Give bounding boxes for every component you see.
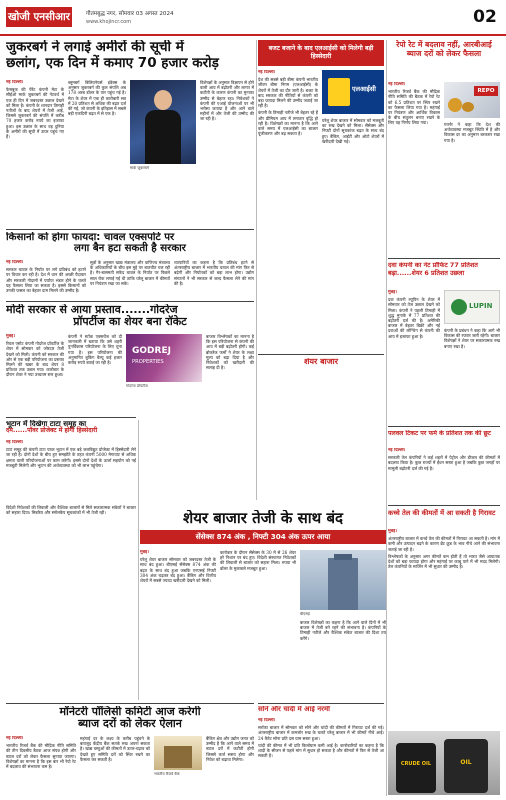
monetary-paragraph-1: भारतीय रिजर्व बैंक की मौद्रिक नीति समिति की तीन दिवसीय बैठक आज संपन्न होगी और ब्याज दरों को लेकर फैसला सुनाया जाएगा। विशेषज्ञों का मानना है कि इस बार भी रेपो रेट में बदलाव की संभावना कम है। bbox=[6, 743, 76, 770]
lead-paragraph-3: विशेषज्ञों के अनुसार विज्ञापन से होने वाली आय में बढ़ोतरी और लागत में कटौती के कारण कंपनी का मुनाफा उम्मीद से बेहतर रहा। निवेशकों ने कंपनी की एआई योजनाओं पर भी भरोसा जताया है और आने वाले महीनों में और तेजी की उम्मीद की जा रही है। bbox=[200, 80, 254, 122]
rice-paragraph-2: सूत्रों के अनुसार खाद्य मंत्रालय और वाणिज्य मंत्रालय के अधिकारियों के बीच इस मुद्दे पर बातचीत चल रही है। गैर-बासमती सफेद चावल के निर्यात पर पिछले साल रोक लगाई गई थी ताकि घरेलू बाजार में कीमतों पर नियंत्रण रखा जा सके। bbox=[90, 260, 170, 286]
godrej-logo-sub: PROPERTIES bbox=[132, 359, 164, 365]
lic-article bbox=[258, 40, 384, 350]
godrej-photo bbox=[126, 334, 202, 382]
crude-paragraph-1: अंतरराष्ट्रीय बाजार में कच्चे तेल की कीमतों में गिरावट आ सकती है। मांग में कमी और उत्पादन बढ़ने के कारण ब्रेंट क्रूड के भाव नीचे आने की संभावना जताई जा रही है। bbox=[388, 536, 500, 552]
rice-paragraph-1: सरकार चावल के निर्यात पर लगे प्रतिबंध को हटाने पर विचार कर रही है। देश में धान की अच्छी पैदावार और सरकारी गोदामों में पर्याप्त भंडार होने के चलते यह फैसला लिया जा सकता है। इससे किसानों को उनकी फसल का बेहतर दाम मिलने की उम्मीद है। bbox=[6, 267, 86, 294]
lic-paragraph-1: देश की सबसे बड़ी बीमा कंपनी भारतीय जीवन बीमा निगम (एलआईसी) के शेयरों में तेजी का दौर जारी है। बजट के बाद सरकार की नीतियों से कंपनी को बड़ा फायदा मिलने की उम्मीद जताई जा रही है। bbox=[258, 77, 318, 109]
bhootan-headline-line1: भूटान में दिखेगा टाटा समूह का bbox=[6, 420, 87, 428]
bhootan-headline-line2: दम......पॉवर प्रोजेक्ट में होगी हिस्सेदारी bbox=[6, 427, 98, 435]
fuel-paragraph-1: सरकारी तेल कंपनियों ने कई शहरों में पेट्रोल और डीजल की कीमतों में बदलाव किया है। कुछ राज्यों में ईंधन सस्ता हुआ है जबकि कुछ जगहों पर मामूली बढ़ोतरी दर्ज की गई है। bbox=[388, 455, 500, 471]
lead-photo bbox=[130, 80, 196, 164]
gold-paragraph-1: सर्राफा बाजार में सोमवार को सोने और चांदी की कीमतों में गिरावट दर्ज की गई। अंतरराष्ट्रीय बाजार में कमजोर रुख के चलते घरेलू बाजार में भी कीमतें नीचे आईं। 24 कैरेट सोना प्रति दस ग्राम सस्ता हुआ। bbox=[258, 725, 384, 741]
lupin-article bbox=[388, 262, 500, 422]
rice-headline-line2: लगा बैन हटा सकती है सरकार bbox=[74, 243, 186, 255]
lead-photo-caption: मार्क जुकरबर्ग bbox=[130, 166, 149, 170]
masthead-site: www.khojincr.com bbox=[86, 19, 132, 25]
market-headline: शेयर बाजार तेजी के साथ बंद bbox=[183, 510, 343, 527]
rice-byline: नई दिल्ली। bbox=[6, 260, 24, 265]
crude-headline: कच्चे तेल की कीमतों में आ सकती है गिरावट bbox=[388, 509, 496, 517]
crude-byline: मुंबई। bbox=[388, 529, 397, 534]
repo-headline: रेपो रेट में बदलाव नहीं, आरबीआई ब्याज दरों को लेकर फैसला bbox=[396, 40, 492, 59]
monetary-article bbox=[6, 706, 254, 796]
stock-column bbox=[258, 358, 384, 506]
bhootan-paragraph-2: विदेशी निवेशकों की लिवाली और वैश्विक बाजारों से मिले सकारात्मक संकेतों ने बाजार को सहारा दिया। मिडकैप और स्मॉलकैप सूचकांकों में भी तेजी रही। bbox=[6, 505, 136, 516]
fuel-headline: पलवल टिकट पर फर्म के प्रतिशत तक की छूट bbox=[388, 430, 491, 437]
gold-headline: सोने और चांदी में आई नरमी bbox=[258, 706, 330, 713]
lead-article bbox=[6, 40, 254, 226]
gold-article bbox=[258, 706, 384, 796]
lupin-headline: दवा कंपनी का नेट प्रॉफिट 77 प्रतिशत बढ़ा......शेयर 6 प्रतिशत उछला bbox=[388, 262, 478, 277]
oil-barrel-icon: CRUDE OIL bbox=[396, 743, 436, 793]
gold-paragraph-2: चांदी की कीमत में भी प्रति किलोग्राम कमी आई है। कारोबारियों का कहना है कि शादी के सीजन से पहले मांग में सुधार हो सकता है और कीमतों में फिर से तेजी आ सकती है। bbox=[258, 742, 384, 759]
market-byline: मुंबई। bbox=[140, 550, 149, 555]
stock-column-paragraph bbox=[258, 372, 384, 506]
market-paragraph-2: कारोबार के दौरान सेंसेक्स के 30 में से 26 शेयर हरे निशान पर बंद हुए। विदेशी संस्थागत निवेशकों की लिवाली से बाजार को सहारा मिला। रुपया भी डॉलर के मुकाबले मजबूत हुआ। bbox=[220, 550, 296, 571]
repo-paragraph-2: गवर्नर ने कहा कि देश की अर्थव्यवस्था मजबूत स्थिति में है और विकास दर का अनुमान बरकरार रखा गया है। bbox=[444, 122, 500, 143]
monetary-paragraph-3: बैंकिंग क्षेत्र और उद्योग जगत को उम्मीद है कि आने वाले समय में ब्याज दरों में कटौती होगी जिससे कर्ज सस्ता होगा और निवेश को बढ़ावा मिलेगा। bbox=[206, 736, 254, 762]
godrej-headline-line1: मोदी सरकार से आया प्रस्ताव.......गोदरेज bbox=[6, 304, 178, 316]
godrej-paragraph-1: रियल एस्टेट कंपनी गोदरेज प्रॉपर्टीज के शेयर में सोमवार को जोरदार तेजी देखने को मिली। कंपनी को सरकार की ओर से एक बड़ी परियोजना का प्रस्ताव मिलने की खबर के बाद शेयर 8 प्रतिशत तक उछल गया। कारोबार के दौरान शेयर ने नया उच्चतम स्तर छुआ। bbox=[6, 341, 64, 378]
market-article bbox=[140, 510, 386, 700]
godrej-logo-text: GODREJ bbox=[132, 346, 171, 356]
market-paragraph-1: घरेलू शेयर बाजार सोमवार को जबरदस्त तेजी के साथ बंद हुआ। बीएसई सेंसेक्स 874 अंक की बढ़त के साथ बंद हुआ जबकि एनएसई निफ्टी 304 अंक चढ़कर बंद हुआ। बैंकिंग और वित्तीय शेयरों में सबसे ज्यादा खरीदारी देखने को मिली। bbox=[140, 557, 216, 584]
lic-byline: नई दिल्ली। bbox=[258, 70, 276, 75]
lead-paragraph-2: ब्लूमबर्ग बिलियनेयर्स इंडेक्स के अनुसार जुकरबर्ग की कुल संपत्ति अब 178 अरब डॉलर के पार पहुंच गई है। मेटा के शेयर में एक ही कारोबारी सत्र में 20 प्रतिशत से अधिक की बढ़त दर्ज की गई, जो कंपनी के इतिहास में सबसे बड़ी एकदिनी बढ़त में से एक है। bbox=[68, 80, 126, 117]
market-photo-caption: बीएसई bbox=[300, 612, 310, 616]
repo-badge: REPO bbox=[474, 86, 498, 96]
masthead-date: गौतमबुद्ध नगर, सोमवार 03 अगस्त 2024 bbox=[86, 11, 174, 17]
lupin-paragraph-1: दवा कंपनी ल्यूपिन के शेयर में सोमवार को तेज उछाल देखने को मिला। कंपनी ने पहली तिमाही में शुद्ध मुनाफे में 77 प्रतिशत की बढ़ोतरी दर्ज की है। अमेरिकी बाजार में बेहतर बिक्री और नई दवाओं की लॉन्चिंग से कंपनी की आय में इजाफा हुआ है। bbox=[388, 297, 440, 339]
rbi-building-icon bbox=[164, 746, 192, 768]
lead-headline-line2: छलांग, एक दिन में कमाए 70 हजार करोड़ bbox=[6, 55, 219, 72]
bhootan-article bbox=[6, 420, 136, 500]
monetary-headline-line1: मॉनेटरी पॉलिसी कमिटी आज करेगी bbox=[59, 706, 201, 718]
lic-logo-text: एलआईसी bbox=[352, 85, 376, 93]
godrej-paragraph-2: कंपनी ने स्टॉक एक्सचेंज को दी जानकारी में बताया कि उसे शहरी पुनर्विकास परियोजना के लिए चुना गया है। इस परियोजना की अनुमानित बुकिंग वैल्यू कई हजार करोड़ रुपये बताई जा रही है। bbox=[68, 334, 122, 366]
lead-paragraph-1: फेसबुक की पेरेंट कंपनी मेटा के सीईओ मार्क जुकरबर्ग की नेटवर्थ में एक ही दिन में जबरदस्त उछाल देखने को मिला है। कंपनी के शानदार तिमाही नतीजों के बाद शेयरों में तेजी आई, जिससे जुकरबर्ग की संपत्ति में करीब 70 हजार करोड़ रुपये का इजाफा हुआ। इस उछाल के साथ वह दुनिया के अमीरों की सूची में ऊपर पहुंच गए हैं। bbox=[6, 87, 64, 140]
market-subhead: सेंसेक्स 874 अंक , निफ्टी 304 अंक ऊपर आया bbox=[140, 530, 386, 544]
rice-article bbox=[6, 232, 254, 298]
rice-paragraph-3: व्यापारियों का कहना है कि प्रतिबंध हटने से अंतरराष्ट्रीय बाजार में भारतीय चावल की मांग फिर से बढ़ेगी और निर्यातकों को बड़ा लाभ होगा। उद्योग संगठनों ने भी सरकार से जल्द फैसला लेने की मांग की है। bbox=[174, 260, 254, 286]
repo-byline: नई दिल्ली। bbox=[388, 82, 406, 87]
lic-headline: बजट बजाने के बाद एलआईसी को मिलेगी बड़ी हिस्सेदारी bbox=[258, 40, 384, 66]
page-number: 02 bbox=[473, 7, 497, 27]
fuel-byline: नई दिल्ली। bbox=[388, 448, 406, 453]
repo-paragraph-1: भारतीय रिजर्व बैंक की मौद्रिक नीति समिति की बैठक में रेपो रेट को 6.5 प्रतिशत पर स्थिर रखने का फैसला लिया गया है। महंगाई पर नियंत्रण और आर्थिक विकास के बीच संतुलन बनाए रखने के लिए यह निर्णय लिया गया। bbox=[388, 89, 440, 126]
monetary-paragraph-2: महंगाई दर के लक्ष्य के करीब पहुंचने के बावजूद केंद्रीय बैंक सतर्क रुख अपना सकता है। खाद्य वस्तुओं की कीमतों में उतार-चढ़ाव को देखते हुए समिति दरों को स्थिर रखने का फैसला कर सकती है। bbox=[80, 736, 150, 762]
bhootan-paragraph-1: टाटा समूह की कंपनी टाटा पावर भूटान में एक बड़े जलविद्युत प्रोजेक्ट में हिस्सेदारी लेने जा रही है। दोनों देशों के बीच हुए समझौते के तहत कंपनी 5000 मेगावाट से अधिक क्षमता वाली परियोजनाओं पर काम करेगी। इससे दोनों देशों के ऊर्जा सहयोग को नई मजबूती मिलेगी और भूटान की अर्थव्यवस्था को भी लाभ पहुंचेगा। bbox=[6, 447, 136, 468]
lupin-byline: मुंबई। bbox=[388, 290, 397, 295]
godrej-byline: मुंबई। bbox=[6, 334, 15, 339]
godrej-photo-caption: गोदरेज प्रॉपर्टीज bbox=[126, 384, 148, 388]
godrej-paragraph-3: बाजार विश्लेषकों का मानना है कि इस परियोजना से कंपनी की आय में बड़ी बढ़ोतरी होगी। कई ब्रोकरेज फर्मों ने शेयर के लक्ष्य मूल्य को बढ़ा दिया है और निवेशकों को खरीदारी की सलाह दी है। bbox=[206, 334, 254, 371]
rice-headline-line1: किसानों को होगा फायदा: चावल एक्सपोर्ट पर bbox=[6, 232, 175, 243]
lead-byline: नई दिल्ली। bbox=[6, 80, 24, 85]
lic-paragraph-2: कंपनी के तिमाही नतीजे भी बेहतर रहे हैं और प्रीमियम आय में लगातार वृद्धि हो रही है। विशेषज्ञों का मानना है कि आने वाले समय में एलआईसी का बाजार पूंजीकरण और बढ़ सकता है। bbox=[258, 110, 318, 137]
gold-byline: नई दिल्ली। bbox=[258, 718, 276, 723]
masthead bbox=[0, 0, 506, 36]
monetary-headline-line2: ब्याज दरों को लेकर ऐलान bbox=[78, 717, 182, 731]
fuel-article bbox=[388, 430, 500, 502]
market-paragraph-3: बाजार विशेषज्ञों का कहना है कि आने वाले दिनों में भी बाजार में तेजी बने रहने की संभावना है। कंपनियों के तिमाही नतीजे और वैश्विक संकेत बाजार की दिशा तय करेंगे। bbox=[300, 620, 386, 641]
bhootan-byline: नई दिल्ली। bbox=[6, 440, 24, 445]
market-photo bbox=[300, 550, 386, 610]
stock-column-headline: शेयर बाजार bbox=[303, 358, 339, 366]
repo-photo bbox=[444, 82, 500, 118]
monetary-byline: नई दिल्ली। bbox=[6, 736, 24, 741]
lupin-paragraph-2: कंपनी के प्रबंधन ने कहा कि आगे भी विकास की रफ्तार जारी रहेगी। बाजार विशेषज्ञों ने शेयर पर सकारात्मक रुख बनाए रखा है। bbox=[444, 328, 500, 349]
crude-paragraph-2: विश्लेषकों के अनुसार अगर कीमतें कम होती हैं तो भारत जैसे आयातक देशों को बड़ा फायदा होगा और महंगाई पर काबू पाने में भी मदद मिलेगी। तेल कंपनियों के मार्जिन में भी सुधार की उम्मीद है। bbox=[388, 553, 500, 570]
godrej-headline-line2: प्रॉपर्टीज का शेयर बना रॉकेट bbox=[73, 315, 187, 329]
oil-barrel-icon: OIL bbox=[444, 739, 488, 793]
repo-article bbox=[388, 40, 500, 255]
rbi-photo bbox=[154, 736, 202, 770]
godrej-article bbox=[6, 304, 254, 414]
crude-photo bbox=[388, 731, 500, 795]
lupin-logo-text: LUPIN bbox=[469, 302, 493, 310]
lupin-photo bbox=[444, 290, 500, 324]
rbi-photo-caption: भारतीय रिजर्व बैंक bbox=[154, 772, 180, 776]
crude-article bbox=[388, 509, 500, 796]
lic-paragraph-3: घरेलू शेयर बाजार में सोमवार को मजबूती का रुख देखने को मिला। सेंसेक्स और निफ्टी दोनों सूचकांक बढ़त के साथ बंद हुए। बैंकिंग, आईटी और ऑटो शेयरों में खरीदारी देखी गई। bbox=[322, 118, 384, 144]
lic-photo bbox=[322, 70, 384, 114]
masthead-logo: खोजी एनसीआर bbox=[6, 7, 72, 27]
lead-headline-line1: जुकरबर्ग ने लगाई अमीरों की सूची में bbox=[6, 40, 184, 55]
